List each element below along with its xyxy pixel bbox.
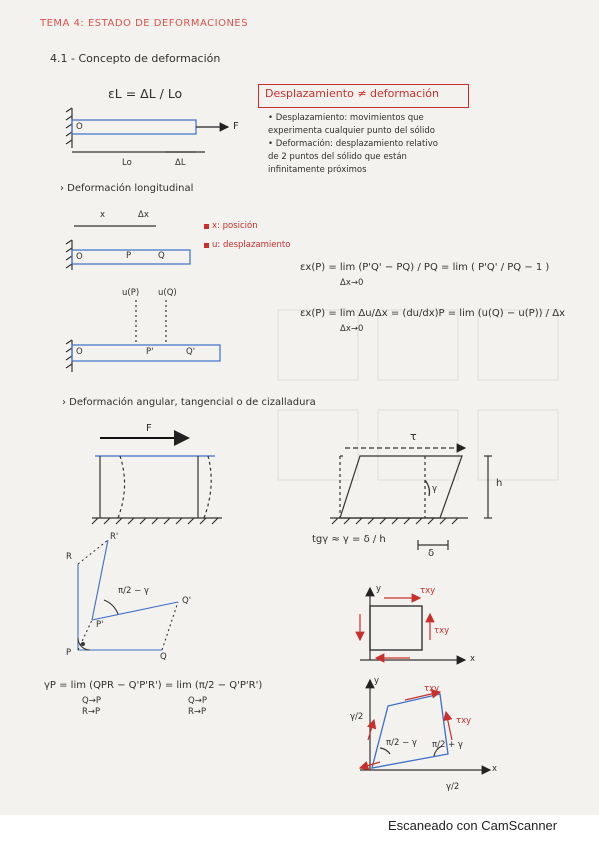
bullet-line-1: • Desplazamiento: movimientos que [268,113,424,123]
shear-force-label: F [146,423,152,434]
bar-diagram-3 [66,300,220,372]
x-axis-label-2: x [492,764,498,774]
bar-diagram-2 [66,226,190,270]
stress-element [360,588,465,660]
dx-label: Δx [138,210,149,220]
angle-minus-label: π/2 − γ [386,738,417,748]
angle-plus-label: π/2 + γ [432,740,463,750]
gamma-eq-cond-2: R→P [82,707,101,717]
bullet-line-5: infinitamente próximos [268,165,367,175]
bullet-line-4: de 2 puntos del sólido que están [268,152,407,162]
gamma-half-left: γ/2 [350,712,364,722]
gamma-eq-cond-4: R→P [188,707,207,717]
scanner-watermark: Escaneado con CamScanner [388,818,558,833]
tau-xy-top-2: τxy [424,684,440,694]
legend-u: u: desplazamiento [212,240,291,250]
legend-markers [204,224,209,248]
gamma-equation: γP = lim (QPR − Q'P'R') = lim (π/2 − Q'P'R') [44,680,263,691]
bullet-line-2: experimenta cualquier punto del sólido [268,126,435,136]
strain-eq-1-limit: Δx→0 [340,278,364,288]
load-label: F [233,121,239,132]
tau-xy-top: τxy [420,586,436,596]
delta-small: δ [428,548,435,559]
strain-eq-1: εx(P) = lim (P'Q' − PQ) / PQ = lim ( P'Q' / PQ − 1 ) [300,262,550,273]
gamma-eq-cond-3: Q→P [188,696,207,706]
h-label: h [496,478,503,489]
point-p-label: P [126,251,132,261]
x-axis-label-1: x [470,654,476,664]
pt-p2: P' [96,620,104,630]
strain-formula: εL = ΔL / Lo [108,86,183,101]
pt-p: P [66,648,72,658]
section-longitudinal: › Deformación longitudinal [60,183,194,194]
bar3-origin: O [76,347,83,357]
legend-x: x: posición [212,221,258,231]
pt-q: Q [160,652,167,662]
strain-eq-2: εx(P) = lim Δu/Δx = (du/dx)P = lim (u(Q) − u(P)) / Δx [300,308,565,319]
y-axis-label-2: y [374,676,380,686]
delta-length-label: ΔL [175,158,186,168]
u-q-label: u(Q) [158,288,177,298]
origin-label: O [76,122,83,132]
point-q-label: Q [158,251,165,261]
tau-xy-right-2: τxy [456,716,472,726]
tan-formula: tgγ ≈ γ = δ / h [312,534,386,545]
bar-diagram-1 [66,108,228,152]
tau-label: τ [410,430,417,443]
point-p2-label: P' [146,347,154,357]
angle-label: π/2 − γ [118,586,149,596]
x-label: x [100,210,106,220]
gamma-half-bottom: γ/2 [446,782,460,792]
pt-r2: R' [110,532,119,542]
definition-box-title: Desplazamiento ≠ deformación [265,87,439,100]
strain-eq-2-limit: Δx→0 [340,324,364,334]
bullet-line-3: • Deformación: desplazamiento relativo [268,139,438,149]
u-p-label: u(P) [122,288,140,298]
bar2-origin: O [76,252,83,262]
y-axis-label-1: y [376,584,382,594]
point-q2-label: Q' [186,347,196,357]
page-heading: TEMA 4: ESTADO DE DEFORMACIONES [40,18,249,29]
shear-block-left [92,438,222,524]
pt-q2: Q' [182,596,192,606]
gamma-label: γ [432,484,438,494]
tau-xy-right: τxy [434,626,450,636]
length-label: Lo [122,158,132,168]
section-angular: › Deformación angular, tangencial o de cizalladura [62,397,316,408]
gamma-eq-cond-1: Q→P [82,696,101,706]
pt-r: R [66,552,72,562]
section-title: 4.1 - Concepto de deformación [50,52,221,65]
